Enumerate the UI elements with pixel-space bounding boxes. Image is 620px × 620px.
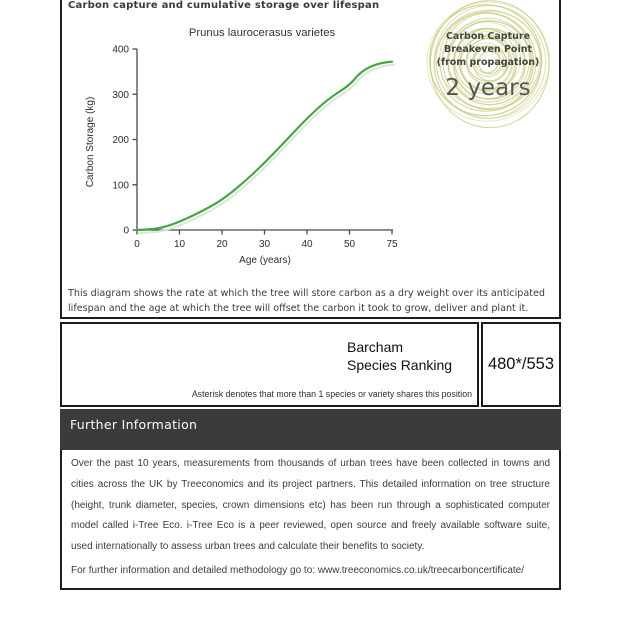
badge-title-line-2: Breakeven Point xyxy=(443,44,533,55)
further-info-body xyxy=(60,450,561,590)
chart-title: Prunus laurocerasus varietes xyxy=(188,27,336,39)
x-tick-label: 75 xyxy=(386,239,398,250)
x-tick-label: 30 xyxy=(258,239,271,250)
further-info-link-line xyxy=(71,565,550,576)
badge-title-line-1: Carbon Capture xyxy=(445,31,531,42)
further-info-paragraph: Over the past 10 years, measurements from thousands of urban trees have been collected in towns and cities across the UK by Treeconomics and its project partners. This detailed information on tree structure (height, trunk diameter, species, crown dimensions etc) has been run through a sophisticated computer model called i-Tree Eco. i-Tree Eco is a peer reviewed, open source and freely available software suite, used internationally to assess urban trees and calculate their benefits to society. xyxy=(71,458,550,553)
y-tick-label: 100 xyxy=(112,180,129,192)
caption-line-2: lifespan and the age at which the tree will offset the carbon it took to grow, deliver and plant it. xyxy=(68,303,529,314)
breakeven-badge xyxy=(424,0,552,128)
link-prefix: For further information and detailed methodology go to: xyxy=(71,564,318,576)
ranking-main-cell xyxy=(60,322,479,407)
ranking-footnote: Asterisk denotes that more than 1 species or variety shares this position xyxy=(191,389,472,399)
x-tick-label: 50 xyxy=(343,239,356,250)
caption-line-1: This diagram shows the rate at which the tree will store carbon as a dry weight over its anticipated xyxy=(68,288,545,299)
further-info-header: Further Information xyxy=(60,409,561,450)
chart-caption xyxy=(68,286,545,316)
chart-tick-labels xyxy=(112,45,398,251)
badge-text xyxy=(424,0,552,100)
y-tick-label: 200 xyxy=(112,135,129,146)
chart-axes xyxy=(133,49,394,235)
x-axis-label: Age (years) xyxy=(239,255,291,266)
x-tick-label: 0 xyxy=(134,239,140,250)
section-header-title: Carbon capture and cumulative storage over lifespan xyxy=(68,0,380,11)
ranking-org: Barcham xyxy=(347,339,404,355)
further-info-section xyxy=(60,409,561,590)
link-url[interactable]: www.treeconomics.co.uk/treecarboncertificate/ xyxy=(317,564,525,576)
y-tick-label: 300 xyxy=(112,89,129,101)
carbon-storage-curve xyxy=(137,62,394,233)
ranking-value: 480*/553 xyxy=(481,322,561,407)
x-tick-label: 40 xyxy=(301,239,313,250)
y-tick-label: 0 xyxy=(123,225,129,237)
y-axis-label: Carbon Storage (kg) xyxy=(85,96,96,188)
x-tick-label: 20 xyxy=(216,239,228,250)
x-tick-label: 10 xyxy=(173,239,186,250)
badge-title-line-3: (from propagation) xyxy=(436,57,540,68)
ranking-label: Species Ranking xyxy=(347,357,453,373)
badge-value: 2 years xyxy=(445,75,531,101)
y-tick-label: 400 xyxy=(112,44,129,56)
ranking-title xyxy=(347,338,452,374)
carbon-storage-chart xyxy=(62,18,482,278)
ranking-section xyxy=(60,322,561,407)
